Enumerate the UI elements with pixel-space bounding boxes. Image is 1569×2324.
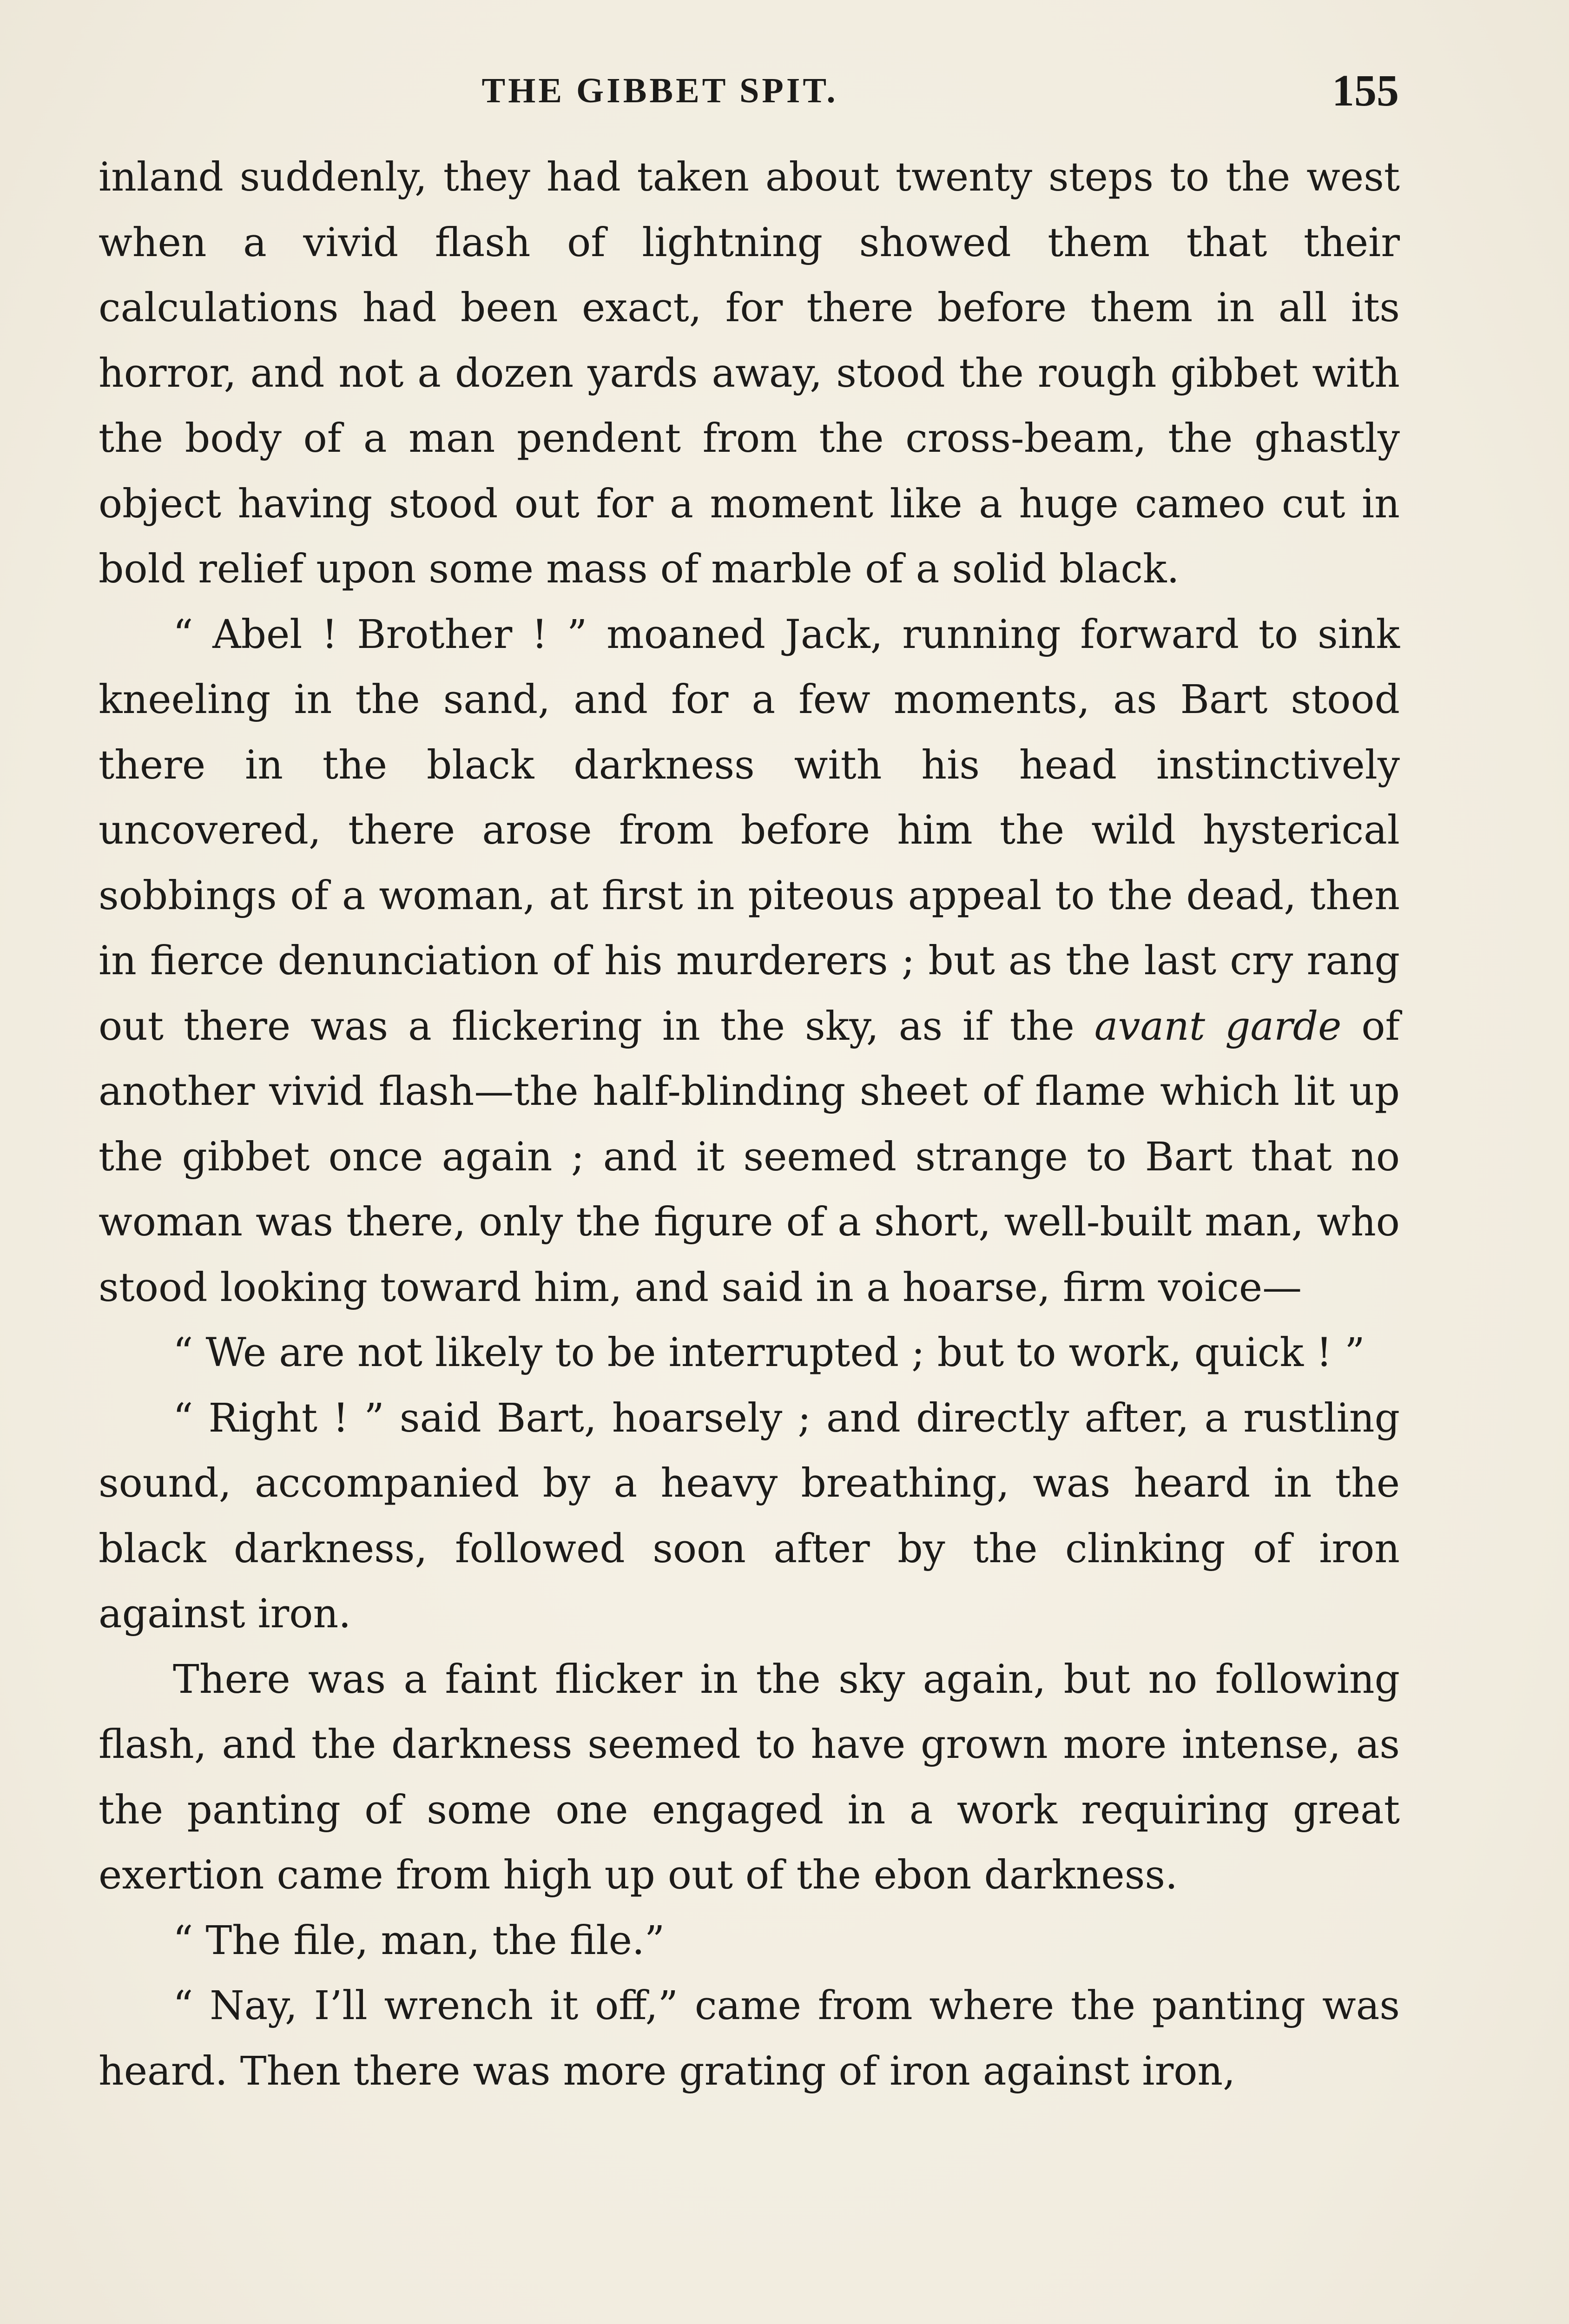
- paragraph-6: “ The file, man, the file.”: [173, 1917, 665, 1964]
- running-title: THE GIBBET SPIT.: [481, 71, 838, 110]
- paragraph-3: “ We are not likely to be interrupted ; but to work, quick ! ”: [173, 1330, 1365, 1376]
- running-header: [98, 60, 1399, 121]
- paragraph-1: inland suddenly, they had taken about twenty steps to the west when a vivid flash of lightning showed them that their calculations had been exact, for there before them in all its horror, and not a dozen yards away, stood the rough gibbet with the body of a man pendent from the cross-beam, the ghastly object having stood out for a moment like a huge cameo cut in bold relief upon some mass of marble of a solid black.: [99, 154, 1400, 592]
- paragraph-2: [99, 602, 1400, 1321]
- paragraph-2-part-1: “ Abel ! Brother ! ” moaned Jack, running forward to sink kneeling in the sand, and for a few moments, as Bart stood there in the black darkness with his head instinctively uncovered, there arose from before him the wild hysterical sobbings of a woman, at first in piteous appeal to the dead, then in fierce denunciation of his murderers ; but as the last cry rang out there was a flickering in the sky, as if the: [99, 611, 1400, 1050]
- paragraph-2-part-2: of another vivid flash—the half-blinding sheet of flame which lit up the gibbet once again ; and it seemed strange to Bart that no woman was there, only the figure of a short, well-built man, who stood looking toward him, and said in a hoarse, firm voice—: [99, 1003, 1400, 1311]
- paragraph-4: “ Right ! ” said Bart, hoarsely ; and directly after, a rustling sound, accompanied by a heavy breathing, was heard in the black darkness, followed soon after by the clinking of iron against iron.: [99, 1395, 1400, 1637]
- paragraph-5: There was a faint flicker in the sky again, but no following flash, and the darkness seemed to have grown more intense, as the panting of some one engaged in a work requiring great exertion came from high up out of the ebon darkness.: [99, 1656, 1400, 1898]
- page-number: 155: [1332, 66, 1399, 115]
- paragraph-7: “ Nay, I’ll wrench it off,” came from where the panting was heard. Then there was more grating of iron against iron,: [99, 1983, 1400, 2094]
- body-text: [99, 145, 1400, 2104]
- italic-phrase: avant garde: [1094, 1003, 1342, 1050]
